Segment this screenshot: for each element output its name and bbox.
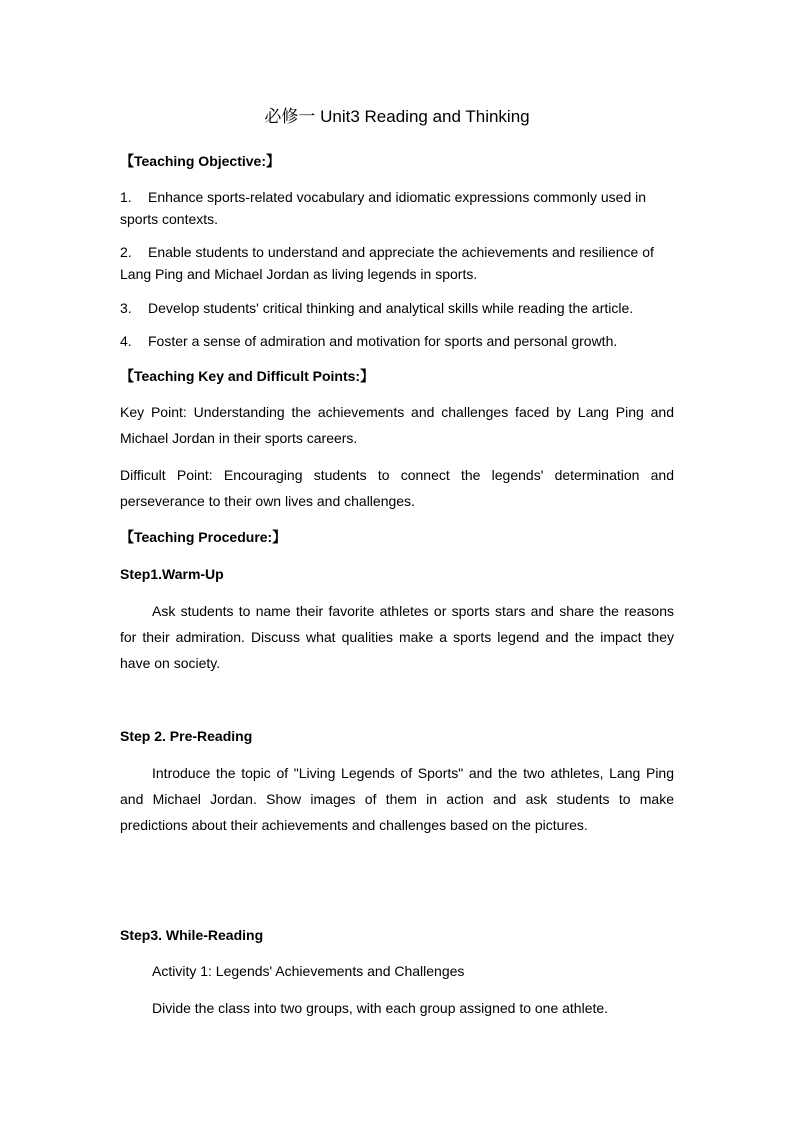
objective-item-text: Enhance sports-related vocabulary and idiomatic expressions commonly used in sports contexts. bbox=[120, 189, 647, 227]
objective-item-number: 1. bbox=[120, 189, 132, 205]
document-title: 必修一 Unit3 Reading and Thinking bbox=[264, 107, 530, 126]
objective-item-2 bbox=[120, 241, 674, 285]
objective-item-number: 3. bbox=[120, 300, 132, 316]
key-points-heading: 【Teaching Key and Difficult Points:】 bbox=[120, 368, 375, 384]
step1-paragraph: Ask students to name their favorite athletes or sports stars and share the reasons for their admiration. Discuss what qualities make a sports legend and the impact they have on society. bbox=[120, 603, 674, 671]
key-point-paragraph: Key Point: Understanding the achievements and challenges faced by Lang Ping and Michael Jordan in their sports careers. bbox=[120, 404, 674, 446]
objective-item-number: 4. bbox=[120, 333, 132, 349]
activity1-title: Activity 1: Legends' Achievements and Challenges bbox=[152, 963, 465, 979]
objective-item-text: Foster a sense of admiration and motivation for sports and personal growth. bbox=[148, 333, 618, 349]
objective-item-3 bbox=[120, 297, 674, 319]
objective-item-1 bbox=[120, 186, 674, 230]
step3-title: Step3. While-Reading bbox=[120, 927, 264, 943]
step2-paragraph: Introduce the topic of "Living Legends of Sports" and the two athletes, Lang Ping and Michael Jordan. Show images of them in action and ask students to make predictions about their achievements and challenges based on the pictures. bbox=[120, 765, 674, 833]
step2-title: Step 2. Pre-Reading bbox=[120, 728, 253, 744]
teaching-objective-heading: 【Teaching Objective:】 bbox=[120, 153, 280, 169]
teaching-procedure-heading: 【Teaching Procedure:】 bbox=[120, 529, 287, 545]
difficult-point-paragraph: Difficult Point: Encouraging students to connect the legends' determination and perseverance to their own lives and challenges. bbox=[120, 467, 674, 509]
objective-item-text: Develop students' critical thinking and analytical skills while reading the article. bbox=[148, 300, 634, 316]
objective-item-4 bbox=[120, 330, 674, 352]
objective-item-number: 2. bbox=[120, 244, 132, 260]
step3-paragraph: Divide the class into two groups, with each group assigned to one athlete. bbox=[152, 1000, 609, 1016]
objective-item-text: Enable students to understand and appreciate the achievements and resilience of Lang Ping and Michael Jordan as living legends in sports. bbox=[120, 244, 654, 282]
step1-title: Step1.Warm-Up bbox=[120, 566, 224, 582]
